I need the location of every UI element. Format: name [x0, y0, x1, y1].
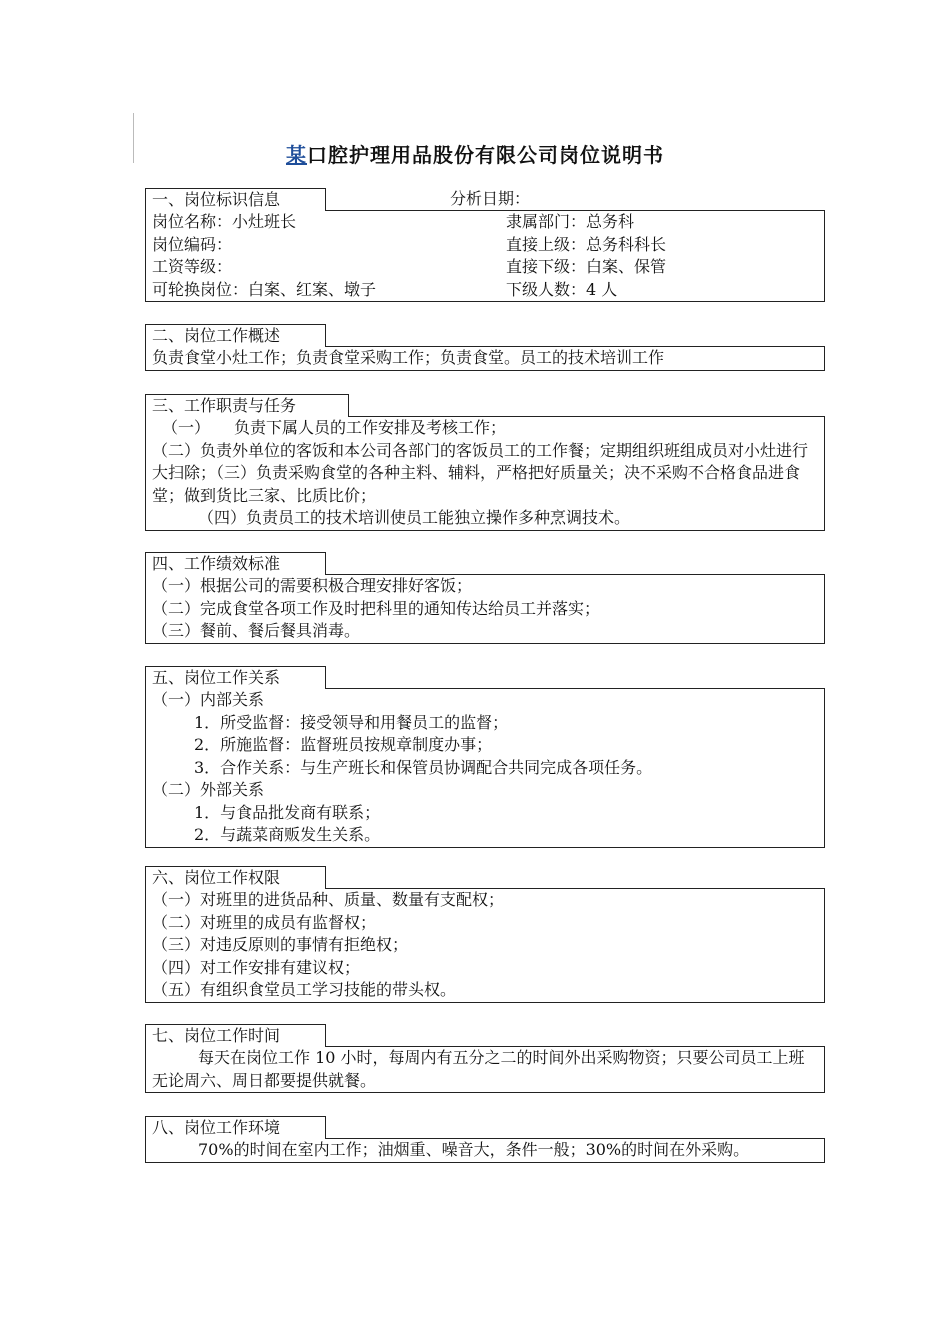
section-body — [145, 210, 825, 302]
section-body — [145, 346, 825, 371]
section-body — [145, 416, 825, 531]
relations-subtitle: （一）内部关系 — [152, 690, 265, 709]
section-body — [145, 574, 825, 644]
section-overview — [145, 324, 825, 371]
relations-subtitle: （二）外部关系 — [152, 780, 265, 799]
section-body — [145, 888, 825, 1003]
relations-line: 1．与食品批发商有联系； — [194, 802, 381, 822]
analysis-date-label: 分析日期： — [450, 189, 531, 208]
section-authority — [145, 866, 825, 1003]
section-performance — [145, 552, 825, 644]
section-identification — [145, 188, 825, 302]
title-text: 口腔护理用品股份有限公司岗位说明书 — [307, 143, 664, 167]
section-header: 一、岗位标识信息 — [145, 188, 326, 211]
title-first-char: 某 — [286, 143, 307, 167]
authority-line: （五）有组织食堂员工学习技能的带头权。 — [152, 980, 457, 999]
info-left: 岗位编码： — [152, 234, 233, 254]
performance-line: （一）根据公司的需要积极合理安排好客饭； — [152, 576, 473, 595]
info-right: 下级人数：4 人 — [506, 279, 618, 299]
section-header: 八、岗位工作环境 — [145, 1116, 326, 1139]
section-body — [145, 688, 825, 848]
info-row — [152, 279, 818, 302]
environment-text: 70%的时间在室内工作；油烟重、噪音大，条件一般；30%的时间在外采购。 — [198, 1140, 750, 1159]
section-work-time — [145, 1024, 825, 1093]
duty-line: （二）负责外单位的客饭和本公司各部门的客饭员工的工作餐；定期组织班组成员对小灶进行大扫除；（三）负责采购食堂的各种主料、辅料，严格把好质量关；决不采购不合格食品进食堂；做到货比三家、比质比价； — [152, 440, 809, 505]
info-right: 隶属部门：总务科 — [506, 212, 635, 231]
info-right: 直接上级：总务科科长 — [506, 234, 667, 254]
authority-line: （三）对违反原则的事情有拒绝权； — [152, 935, 409, 954]
relations-line: 2．与蔬菜商贩发生关系。 — [194, 825, 381, 844]
relations-line: 1．所受监督：接受领导和用餐员工的监督； — [194, 712, 509, 732]
info-left: 工资等级： — [152, 257, 233, 276]
section-body — [145, 1138, 825, 1163]
info-left: 可轮换岗位：白案、红案、墩子 — [152, 279, 377, 299]
page-title — [0, 140, 950, 170]
section-header: 四、工作绩效标准 — [145, 552, 326, 575]
info-row — [152, 256, 818, 279]
overview-text: 负责食堂小灶工作；负责食堂采购工作；负责食堂。员工的技术培训工作 — [152, 348, 665, 367]
section-body — [145, 1046, 825, 1093]
section-environment — [145, 1116, 825, 1163]
relations-line: 3．合作关系：与生产班长和保管员协调配合共同完成各项任务。 — [194, 757, 653, 777]
section-header: 六、岗位工作权限 — [145, 866, 326, 889]
performance-line: （二）完成食堂各项工作及时把科里的通知传达给员工并落实； — [152, 598, 601, 618]
authority-line: （二）对班里的成员有监督权； — [152, 912, 377, 932]
relations-line: 2．所施监督：监督班员按规章制度办事； — [194, 735, 493, 754]
duty-line: （一） 负责下属人员的工作安排及考核工作； — [162, 418, 507, 437]
info-row — [152, 234, 818, 257]
section-header: 五、岗位工作关系 — [145, 666, 326, 689]
section-relations — [145, 666, 825, 848]
info-row — [152, 211, 818, 234]
duty-line: （四）负责员工的技术培训使员工能独立操作多种烹调技术。 — [198, 508, 631, 527]
section-header: 二、岗位工作概述 — [145, 324, 326, 347]
info-left: 岗位名称：小灶班长 — [152, 212, 297, 231]
authority-line: （一）对班里的进货品种、质量、数量有支配权； — [152, 890, 505, 909]
section-duties — [145, 394, 825, 531]
performance-line: （三）餐前、餐后餐具消毒。 — [152, 621, 361, 640]
info-right: 直接下级：白案、保管 — [506, 257, 667, 276]
authority-line: （四）对工作安排有建议权； — [152, 957, 361, 977]
section-header: 三、工作职责与任务 — [145, 394, 349, 417]
work-time-text: 每天在岗位工作 10 小时，每周内有五分之二的时间外出采购物资；只要公司员工上班无论周六、周日都要提供就餐。 — [152, 1048, 805, 1090]
section-header: 七、岗位工作时间 — [145, 1024, 326, 1047]
